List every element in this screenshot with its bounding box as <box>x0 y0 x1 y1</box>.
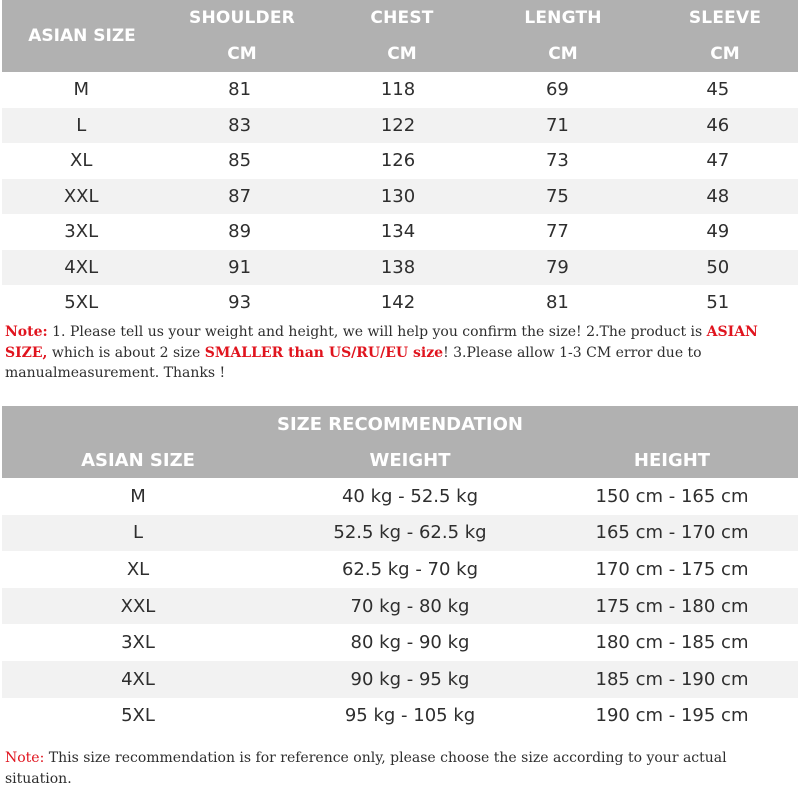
cell-chest: 118 <box>380 79 416 101</box>
cell-size: M <box>130 485 146 507</box>
cell-length: 79 <box>545 256 569 278</box>
table-row <box>2 108 798 144</box>
cell-weight: 80 kg - 90 kg <box>350 632 470 654</box>
table-row <box>2 588 798 625</box>
recommendation-body <box>2 478 798 734</box>
recommendation-subheader <box>2 442 798 478</box>
note-text-part2: which is about 2 size <box>47 344 205 361</box>
table-row <box>2 478 798 515</box>
cell-chest: 126 <box>380 150 416 172</box>
cell-weight: 40 kg - 52.5 kg <box>341 485 479 507</box>
size-chart-header <box>2 0 798 72</box>
size-chart-table <box>2 0 798 321</box>
cell-length: 77 <box>545 221 569 243</box>
cell-sleeve: 47 <box>706 150 730 172</box>
header-length <box>482 0 644 72</box>
cell-chest: 138 <box>380 256 416 278</box>
cell-shoulder: 83 <box>228 114 252 136</box>
note-text-part1: 1. Please tell us your weight and height, we will help you confirm the size! 2.The product is <box>47 324 707 340</box>
cell-chest: 142 <box>380 292 416 314</box>
header-shoulder-label: SHOULDER <box>189 8 295 28</box>
note2-label: Note: <box>5 750 45 766</box>
header-shoulder-unit: CM <box>227 44 257 64</box>
header-length-unit: CM <box>548 44 578 64</box>
table-row <box>2 72 798 108</box>
cell-length: 73 <box>545 150 569 172</box>
table-row <box>2 250 798 286</box>
cell-height: 170 cm - 175 cm <box>595 558 749 580</box>
cell-height: 150 cm - 165 cm <box>595 485 749 507</box>
cell-sleeve: 50 <box>706 256 730 278</box>
table-row <box>2 515 798 552</box>
header-asian-size-label: ASIAN SIZE <box>28 26 136 46</box>
header-sleeve <box>644 0 800 72</box>
cell-chest: 122 <box>380 114 416 136</box>
note-asian-size: ASIAN SIZE, <box>5 324 758 361</box>
cell-sleeve: 46 <box>706 114 730 136</box>
header-rec-height: HEIGHT <box>633 449 711 471</box>
cell-size: L <box>132 522 144 544</box>
cell-size: 4XL <box>121 668 155 690</box>
size-chart-body <box>2 72 798 321</box>
note2-text: This size recommendation is for reference only, please choose the size according to your actual situation. <box>5 750 727 787</box>
cell-size: XXL <box>63 185 99 207</box>
header-shoulder <box>162 0 322 72</box>
cell-weight: 70 kg - 80 kg <box>350 595 470 617</box>
cell-sleeve: 45 <box>706 79 730 101</box>
table-row <box>2 698 798 735</box>
cell-size: M <box>73 79 89 101</box>
table-row <box>2 143 798 179</box>
cell-shoulder: 93 <box>228 292 252 314</box>
cell-size: 3XL <box>121 632 155 654</box>
cell-length: 69 <box>545 79 569 101</box>
header-sleeve-unit: CM <box>710 44 740 64</box>
cell-sleeve: 48 <box>706 185 730 207</box>
header-rec-asian-size: ASIAN SIZE <box>81 449 195 471</box>
note-label: Note: <box>5 324 48 340</box>
header-chest <box>322 0 482 72</box>
cell-sleeve: 49 <box>706 221 730 243</box>
table-row <box>2 285 798 321</box>
cell-weight: 90 kg - 95 kg <box>350 668 470 690</box>
header-chest-unit: CM <box>387 44 417 64</box>
cell-height: 165 cm - 170 cm <box>595 522 749 544</box>
cell-height: 180 cm - 185 cm <box>595 632 749 654</box>
cell-chest: 130 <box>380 185 416 207</box>
cell-length: 75 <box>545 185 569 207</box>
cell-size: XL <box>70 150 93 172</box>
cell-sleeve: 51 <box>706 292 730 314</box>
table-row <box>2 661 798 698</box>
recommendation-title: SIZE RECOMMENDATION <box>277 413 523 435</box>
cell-weight: 95 kg - 105 kg <box>344 705 476 727</box>
cell-height: 175 cm - 180 cm <box>595 595 749 617</box>
cell-height: 190 cm - 195 cm <box>595 705 749 727</box>
table-row <box>2 624 798 661</box>
header-asian-size <box>2 0 162 72</box>
header-rec-weight: WEIGHT <box>369 449 451 471</box>
header-length-label: LENGTH <box>524 8 602 28</box>
cell-shoulder: 89 <box>228 221 252 243</box>
cell-shoulder: 87 <box>228 185 252 207</box>
cell-size: 4XL <box>64 256 99 278</box>
header-sleeve-label: SLEEVE <box>688 8 762 28</box>
note-text-part3: ! 3.Please allow 1-3 CM error due to manualmeasurement. Thanks ! <box>5 344 702 381</box>
cell-size: XL <box>126 558 150 580</box>
table-row <box>2 179 798 215</box>
header-chest-label: CHEST <box>370 8 434 28</box>
cell-shoulder: 85 <box>228 150 252 172</box>
cell-weight: 62.5 kg - 70 kg <box>341 558 479 580</box>
cell-size: 5XL <box>121 705 155 727</box>
cell-size: 5XL <box>64 292 99 314</box>
size-note <box>5 322 797 384</box>
note-smaller-size: SMALLER than US/RU/EU size <box>204 344 444 361</box>
cell-length: 71 <box>545 114 569 136</box>
cell-size: L <box>76 114 87 136</box>
cell-height: 185 cm - 190 cm <box>595 668 749 690</box>
cell-size: XXL <box>120 595 156 617</box>
cell-length: 81 <box>545 292 569 314</box>
recommendation-note <box>5 748 797 789</box>
cell-size: 3XL <box>64 221 99 243</box>
size-recommendation-table <box>2 406 798 734</box>
cell-chest: 134 <box>380 221 416 243</box>
cell-shoulder: 91 <box>228 256 252 278</box>
recommendation-header <box>2 406 798 478</box>
cell-weight: 52.5 kg - 62.5 kg <box>333 522 487 544</box>
cell-shoulder: 81 <box>228 79 252 101</box>
table-row <box>2 214 798 250</box>
table-row <box>2 551 798 588</box>
